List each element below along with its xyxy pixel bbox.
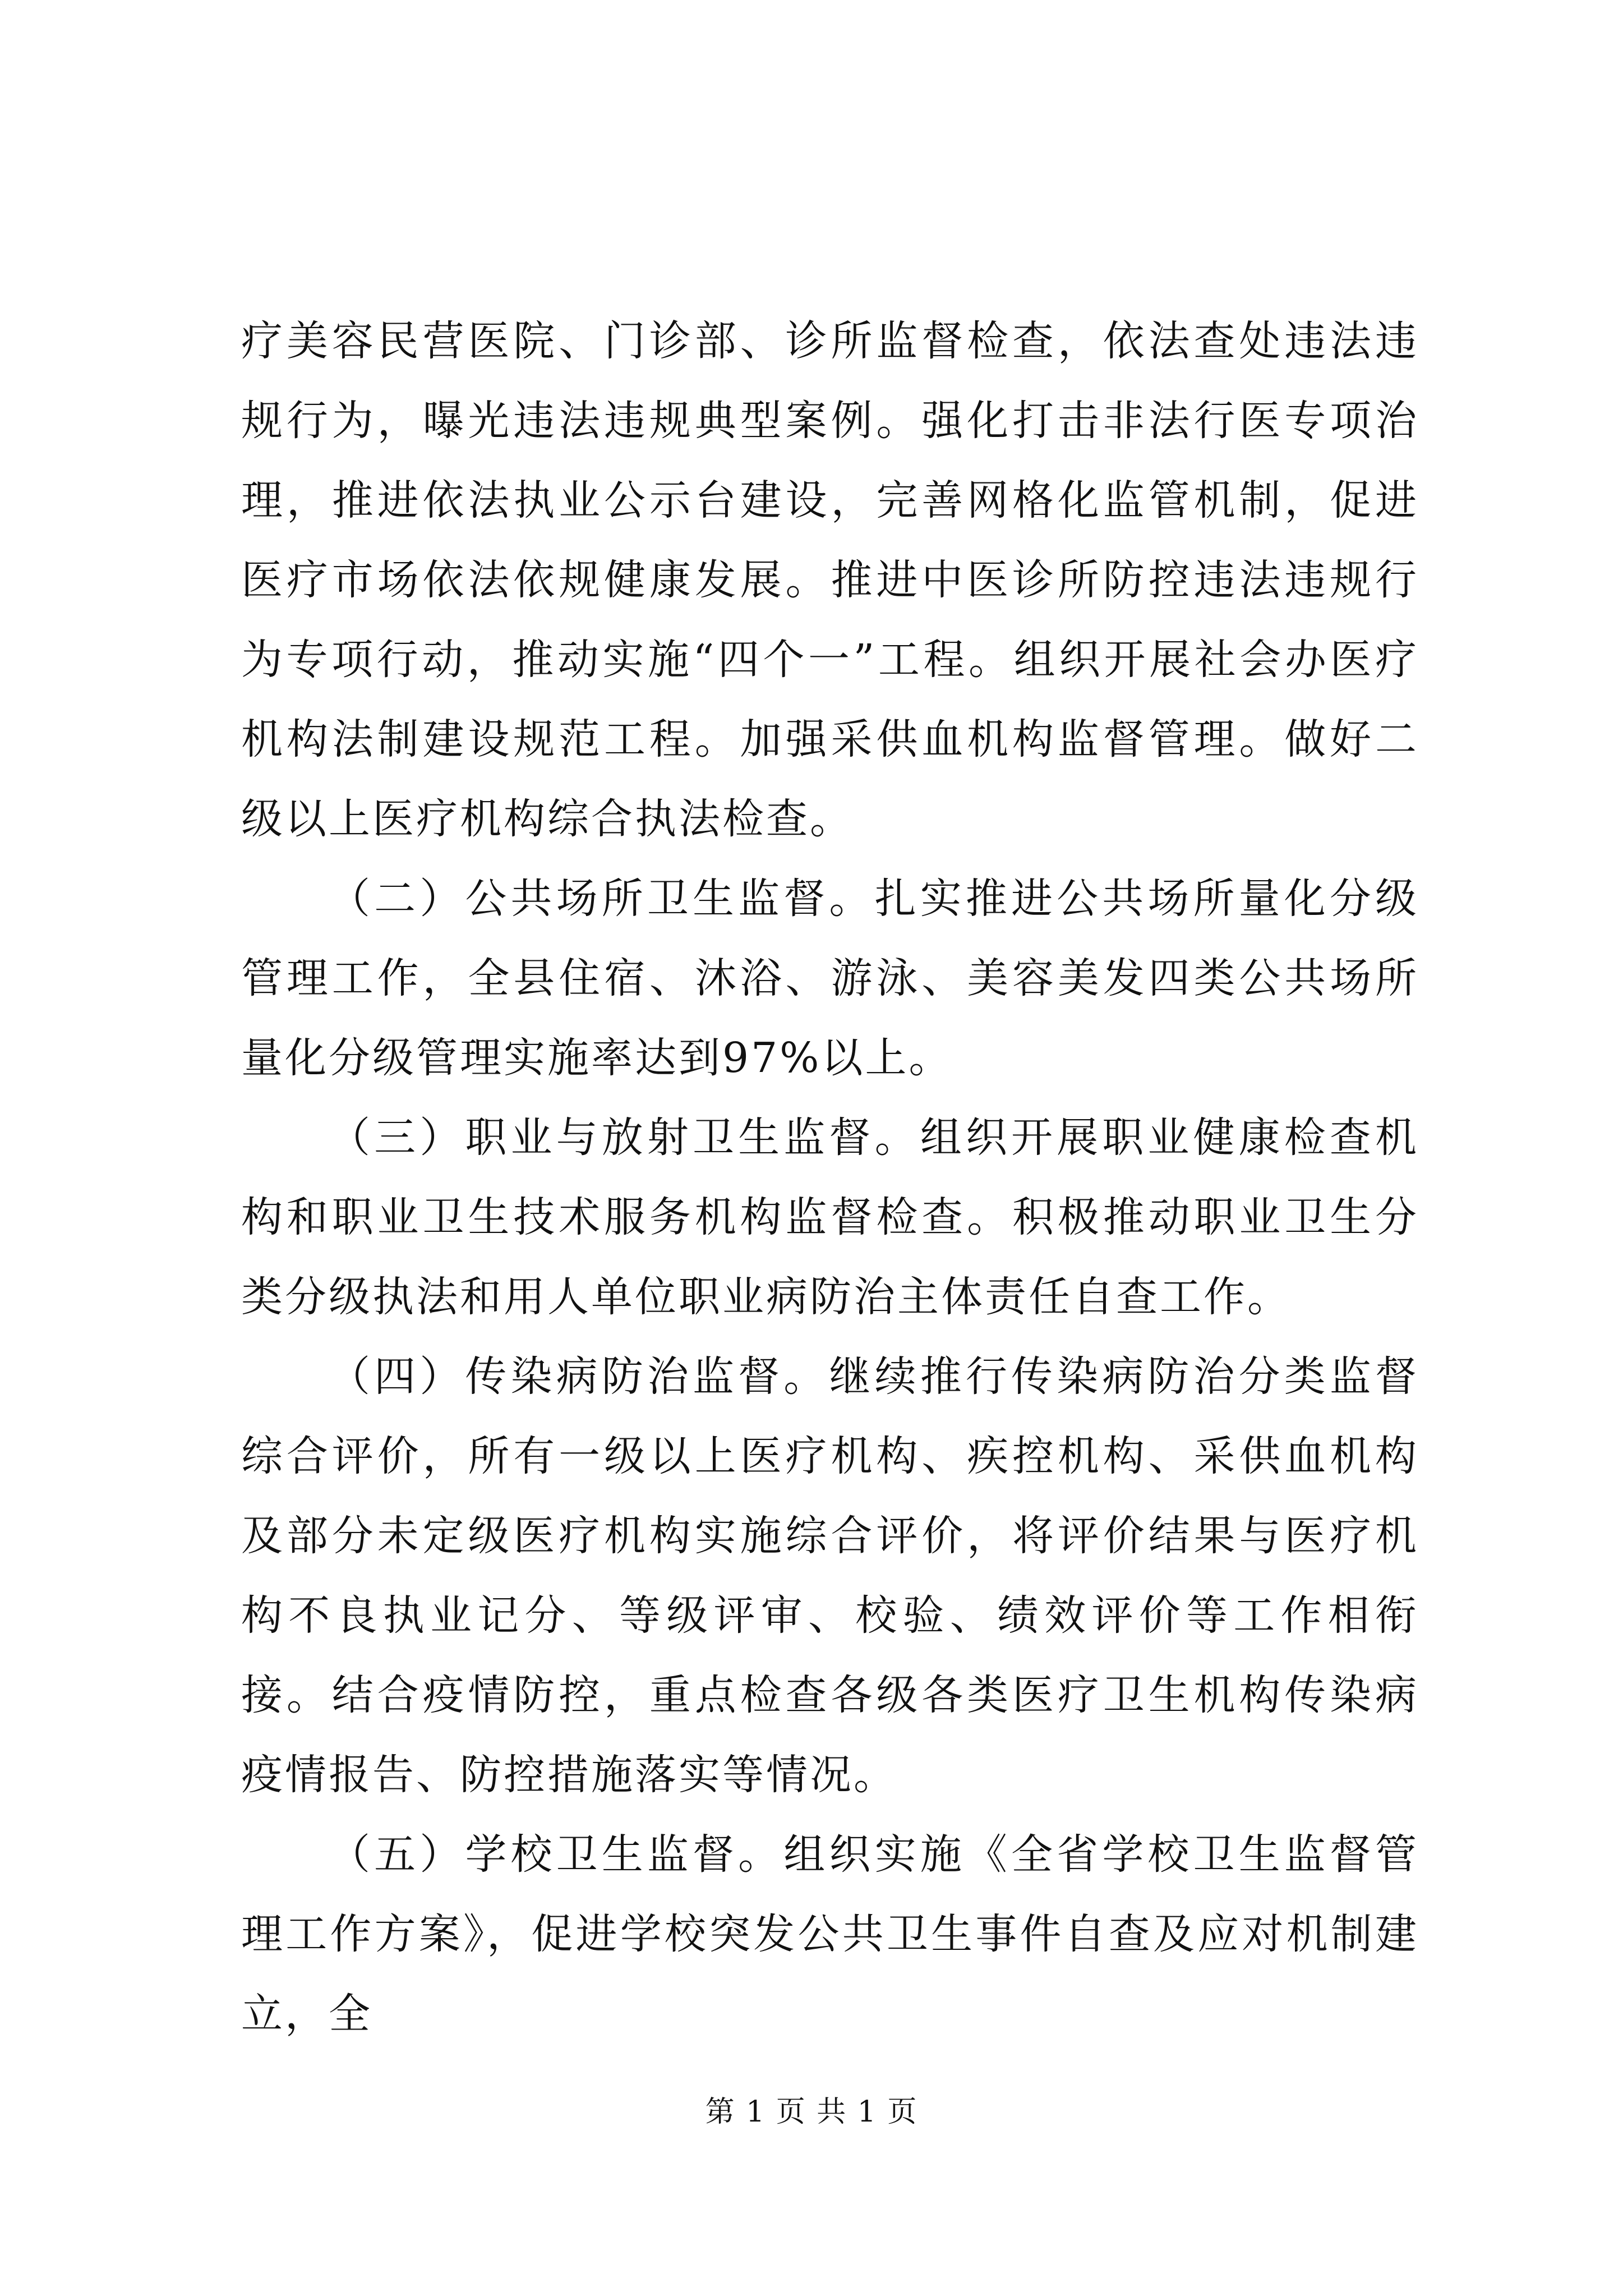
paragraph-medical-institutions: 疗美容民营医院、门诊部、诊所监督检查，依法查处违法违规行为，曝光违法违规典型案例。强化打击非法行医专项治理，推进依法执业公示台建设，完善网格化监管机制，促进医疗市场依法依规健康发展。推进中医诊所防控违法违规行为专项行动，推动实施“四个一”工程。组织开展社会办医疗机构法制建设规范工程。加强采供血机构监督管理。做好二级以上医疗机构综合执法检查。 xyxy=(241,317,1419,843)
page-footer: 第 1 页 共 1 页 xyxy=(705,2095,918,2129)
body-text xyxy=(241,301,1419,2054)
paragraph-school-health: （五）学校卫生监督。组织实施《全省学校卫生监督管理工作方案》，促进学校突发公共卫生事件自查及应对机制建立，全 xyxy=(241,1830,1419,2038)
paragraph-public-places: （二）公共场所卫生监督。扎实推进公共场所量化分级管理工作，全县住宿、沐浴、游泳、美容美发四类公共场所量化分级管理实施率达到97%以上。 xyxy=(241,875,1419,1082)
paragraph-infectious-disease: （四）传染病防治监督。继续推行传染病防治分类监督综合评价，所有一级以上医疗机构、疾控机构、采供血机构及部分未定级医疗机构实施综合评价，将评价结果与医疗机构不良执业记分、等级评审、校验、绩效评价等工作相衔接。结合疫情防控，重点检查各级各类医疗卫生机构传染病疫情报告、防控措施落实等情况。 xyxy=(241,1352,1419,1799)
paragraph-occupational-radiation: （三）职业与放射卫生监督。组织开展职业健康检查机构和职业卫生技术服务机构监督检查。积极推动职业卫生分类分级执法和用人单位职业病防治主体责任自查工作。 xyxy=(241,1114,1419,1321)
